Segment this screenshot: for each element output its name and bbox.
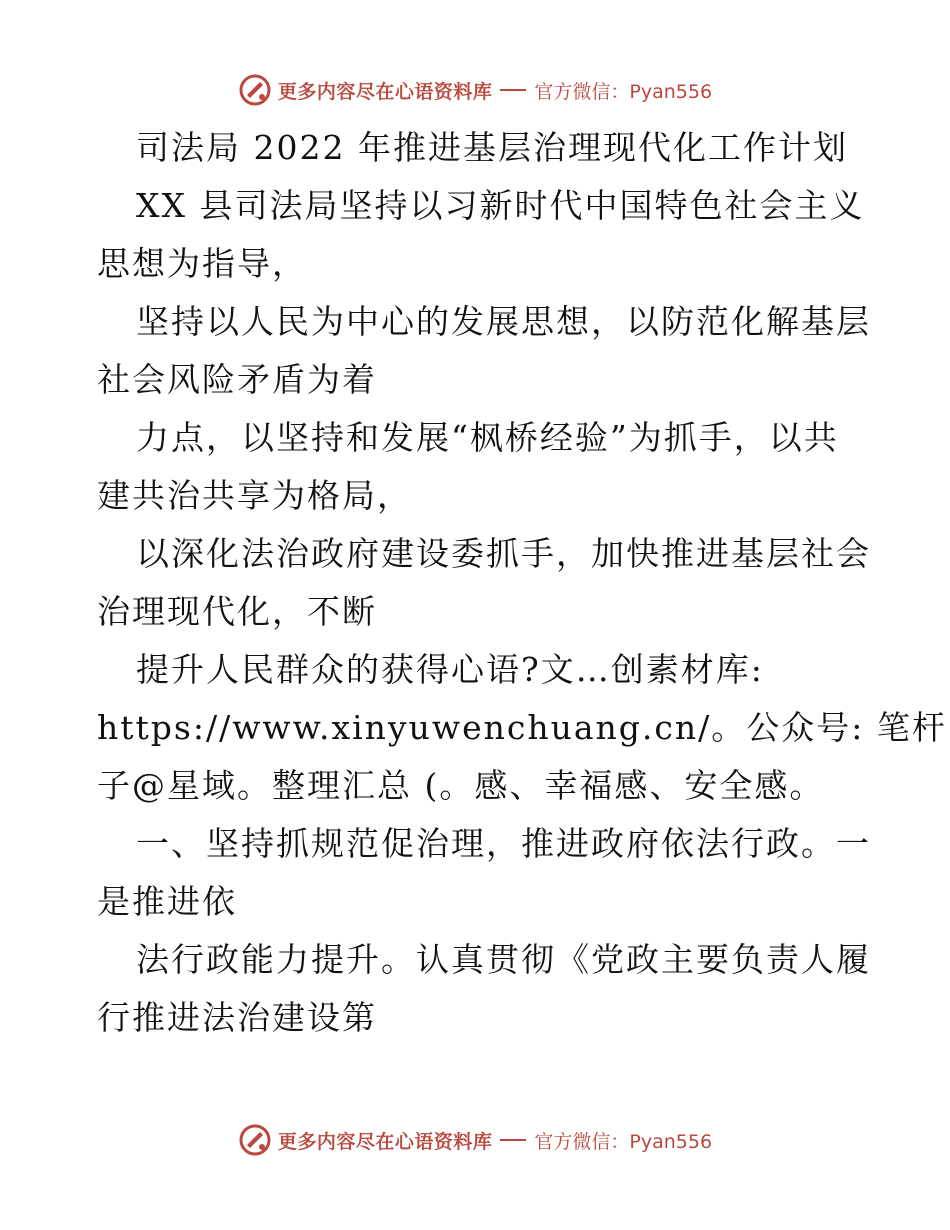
brand-logo-icon — [238, 1123, 272, 1157]
paragraph-line: 力点，以坚持和发展“枫桥经验”为抓手，以共 — [136, 418, 839, 457]
paragraph-line: 治理现代化，不断 — [97, 592, 377, 631]
document-title: 司法局 2022 年推进基层治理现代化工作计划 — [136, 128, 848, 167]
banner-wechat: 官方微信：Pyan556 — [534, 1130, 713, 1153]
paragraph-line: XX 县司法局坚持以习新时代中国特色社会主义 — [136, 186, 865, 225]
paragraph-line: 坚持以人民为中心的发展思想，以防范化解基层 — [136, 302, 871, 341]
paragraph-line: 思想为指导， — [97, 244, 307, 283]
section-heading-line: 一、坚持抓规范促治理，推进政府依法行政。一 — [136, 824, 871, 863]
paragraph-line: https://www.xinyuwenchuang.cn/。公众号: 笔杆 — [97, 708, 947, 747]
paragraph-line: 行推进法治建设第 — [97, 998, 377, 1037]
paragraph-line: 法行政能力提升。认真贯彻《党政主要负责人履 — [136, 940, 871, 979]
paragraph-line: 提升人民群众的获得心语?文…创素材库: — [136, 650, 764, 689]
paragraph-line: 子@星域。整理汇总 (。感、幸福感、安全感。 — [97, 766, 825, 805]
brand-logo-icon — [238, 73, 272, 107]
header-banner — [0, 70, 950, 110]
banner-divider — [500, 89, 526, 91]
banner-text: 更多内容尽在心语资料库 — [277, 80, 493, 103]
footer-banner — [0, 1120, 950, 1160]
banner-wechat: 官方微信：Pyan556 — [534, 80, 713, 103]
paragraph-line: 社会风险矛盾为着 — [97, 360, 377, 399]
paragraph-line: 以深化法治政府建设委抓手，加快推进基层社会 — [136, 534, 871, 573]
banner-text: 更多内容尽在心语资料库 — [277, 1130, 493, 1153]
paragraph-line: 是推进依 — [97, 882, 237, 921]
banner-divider — [500, 1139, 526, 1141]
paragraph-line: 建共治共享为格局， — [97, 476, 412, 515]
